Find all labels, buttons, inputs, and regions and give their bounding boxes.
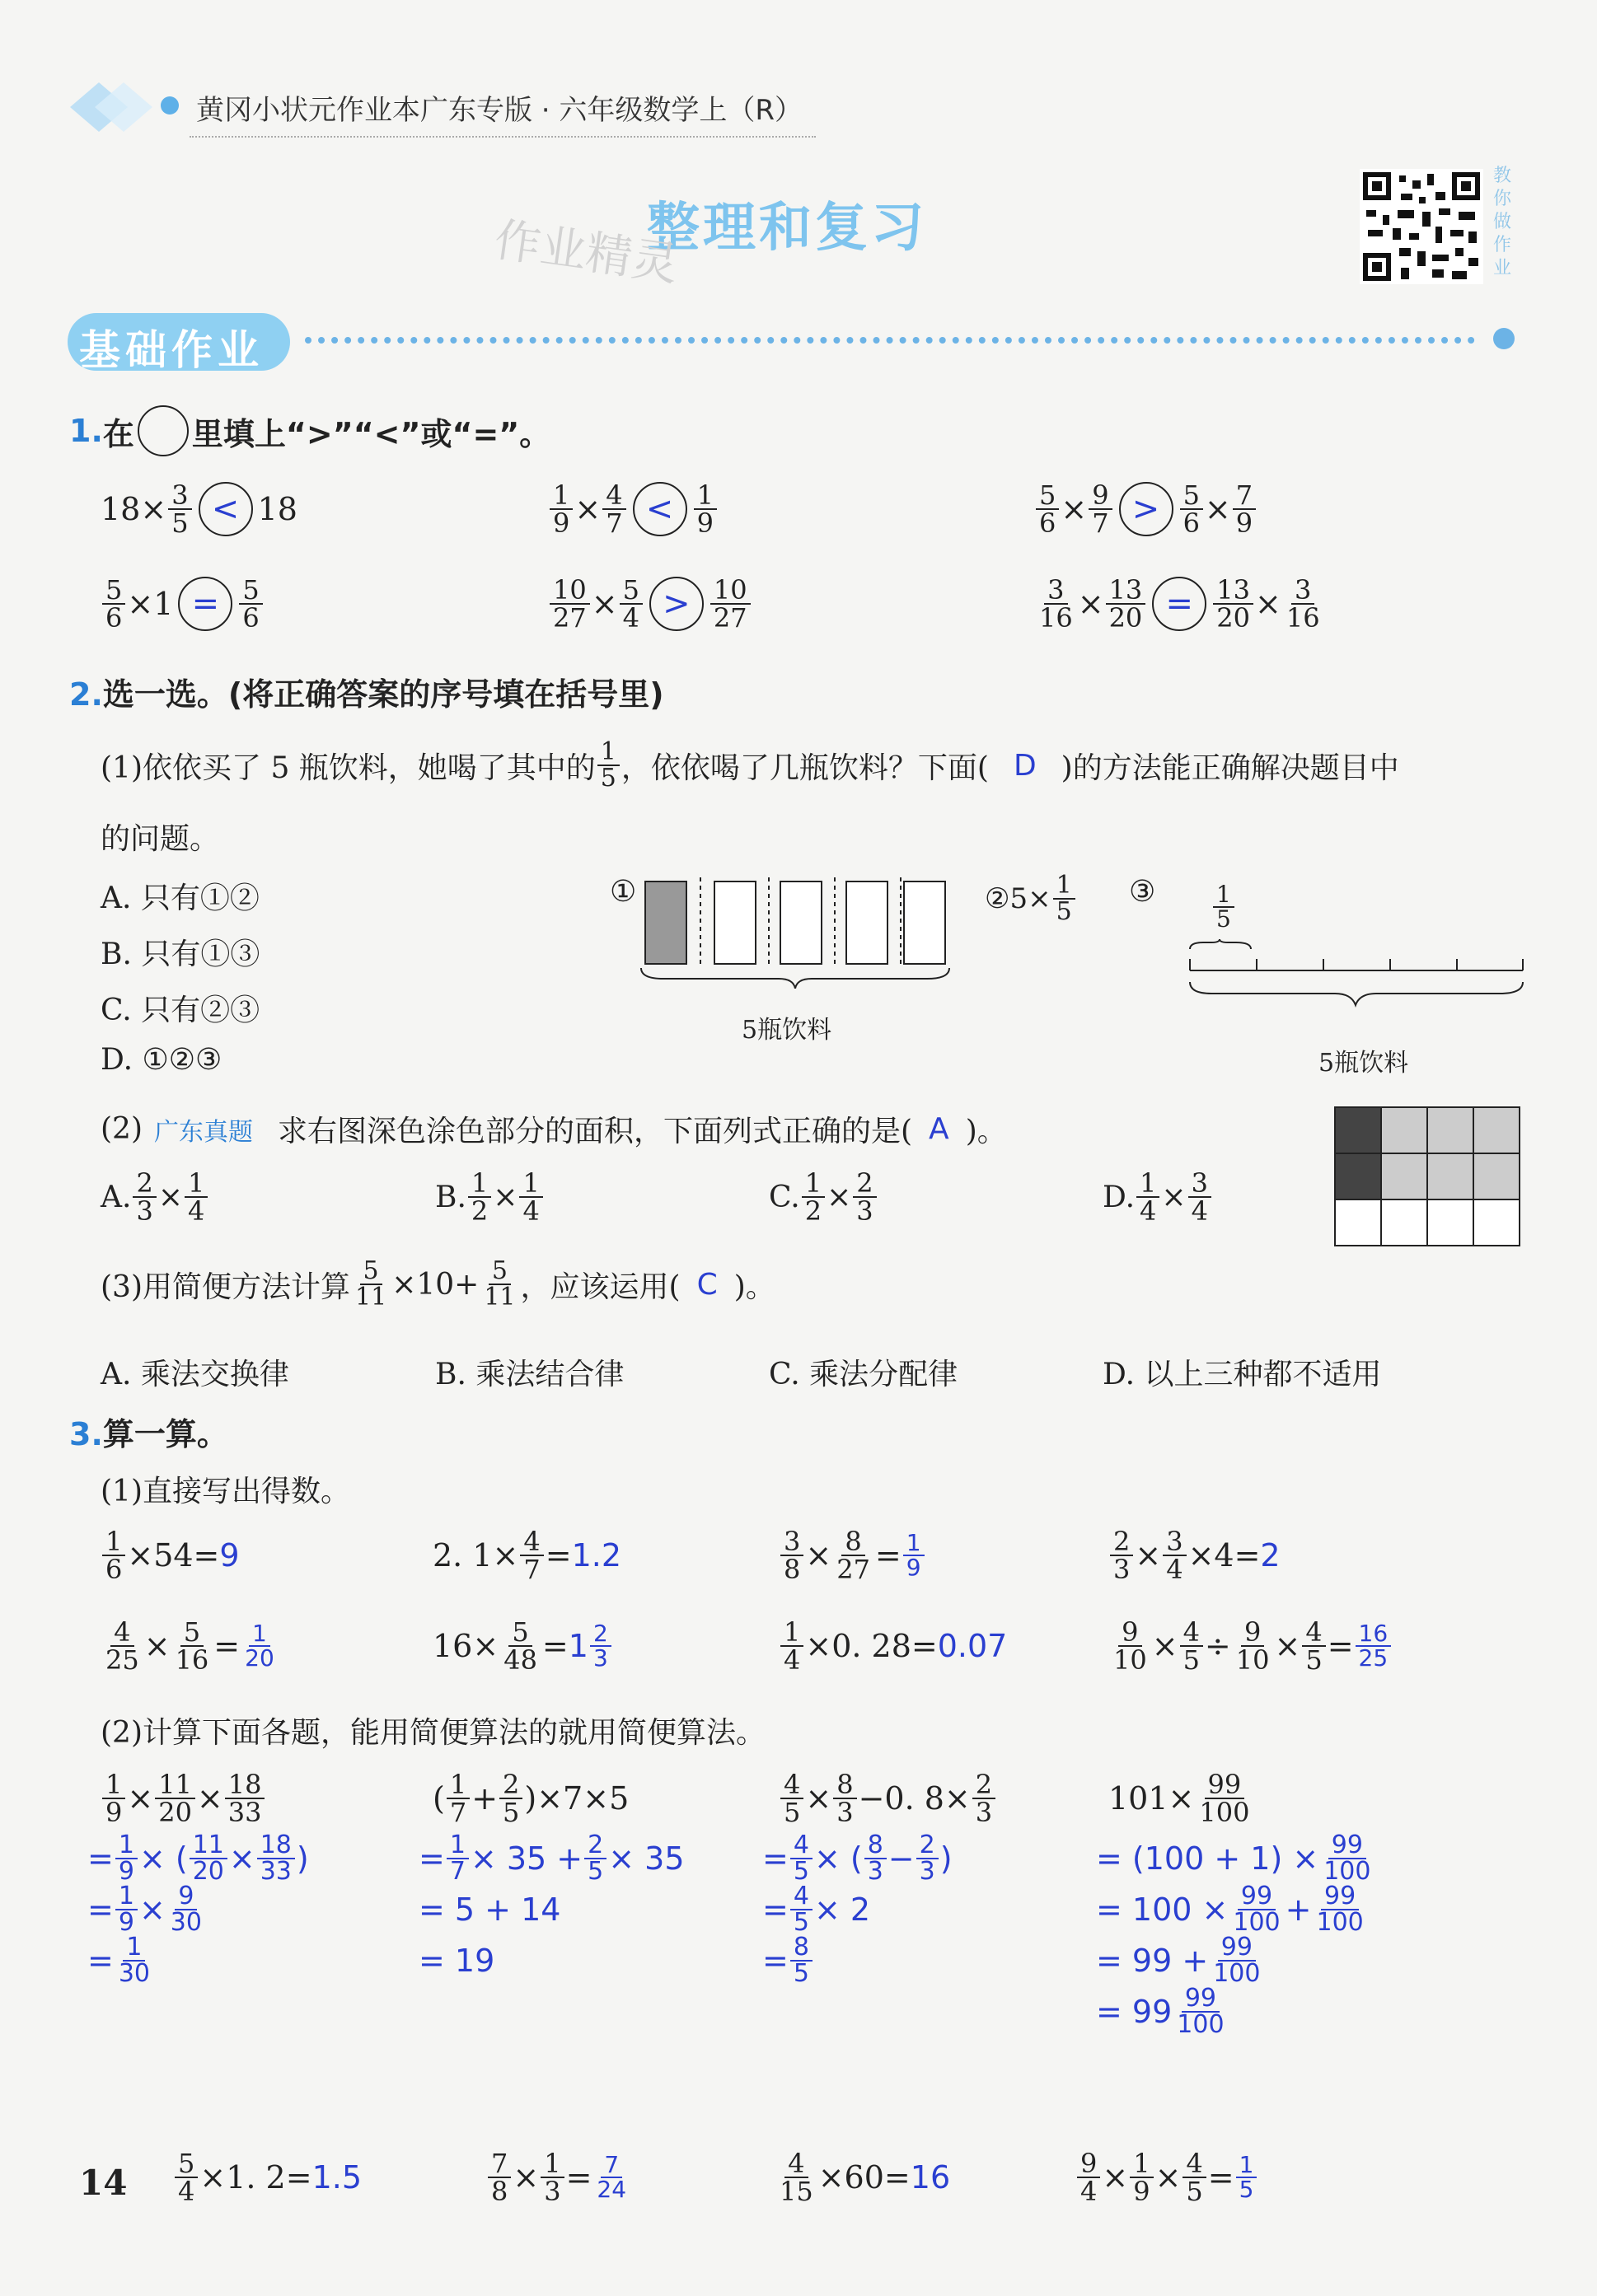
q2-p1-text-b: ，依依喝了几瓶饮料？下面(	[621, 751, 989, 785]
simplify-4-work: = (100 + 1) × $\frac{99}{100}$ = 100 × $\frac{99}{100}$ + $\frac{99}{100}$ = 99 + $\frac{99}{100}$ = 99 $\frac{99}{100}$	[1096, 1831, 1371, 2039]
q2-p3-answer: C	[696, 1267, 718, 1302]
compare-answer: <	[199, 482, 253, 536]
option-letter: A.	[101, 1180, 132, 1214]
calc-10: $\frac{7}{8}$ × $\frac{1}{3}$ = $\frac{7}{24}$	[486, 2150, 631, 2205]
q2-p1-text-c: )的方法能正确解决题目中	[1061, 751, 1399, 785]
q2-p1-option-b: B. 只有①③	[101, 938, 260, 971]
q1-item-3: $\frac{5}{6}$ × $\frac{9}{7}$ > $\frac{5}{6}$ × $\frac{7}{9}$	[1034, 482, 1257, 536]
q1-title	[69, 405, 550, 456]
method-2: ②5× $\frac{1}{5}$	[985, 873, 1077, 924]
calc-8: $\frac{9}{10}$ × $\frac{4}{5}$ ÷ $\frac{9}{10}$ × $\frac{4}{5}$ = $\frac{16}{25}$	[1108, 1619, 1393, 1673]
method-1-marker: ①	[610, 875, 637, 909]
calc-answer: 2	[1260, 1537, 1281, 1574]
q3-title-text: 算一算。	[102, 1416, 228, 1452]
simplify-2-work: = $\frac{1}{7}$ × 35 + $\frac{2}{5}$ × 35 = 5 + 14 = 19	[419, 1831, 685, 1979]
q3-title	[69, 1409, 228, 1454]
q1-title-a: 在	[102, 415, 134, 452]
calc-answer: 0.07	[937, 1628, 1008, 1664]
q2-p1-option-d: D. ①②③	[101, 1043, 222, 1077]
q1-title-b: 里填上“>”“<”或“=”。	[191, 415, 551, 452]
calc-7: $\frac{1}{4}$ ×0. 28= 0.07	[779, 1619, 1007, 1673]
q2-title-text: 选一选。(将正确答案的序号填在括号里)	[102, 676, 664, 713]
method-2-text: ②5×	[985, 882, 1051, 915]
page-number: 14	[79, 2163, 128, 2203]
header-book-title: 黄冈小状元作业本广东专版 · 六年级数学上（R）	[196, 94, 803, 127]
q2-p3-text-c: ，应该运用(	[520, 1270, 681, 1304]
q1-item-4: $\frac{5}{6}$ ×1 = $\frac{5}{6}$	[101, 577, 265, 631]
simplify-4-problem: 101× $\frac{99}{100}$	[1108, 1769, 1250, 1828]
q1-circle-sample	[138, 405, 189, 456]
calc-2: 2. 1× $\frac{4}{7}$ = 1.2	[433, 1526, 621, 1585]
q2-p3-option-c: C. 乘法分配律	[769, 1358, 958, 1391]
q2-p3-line: (3)用简便方法计算 $\frac{5}{11}$ ×10+ $\frac{5}{11}$ ，应该运用( C )。	[101, 1256, 775, 1312]
section-dotted-line	[305, 337, 1475, 344]
calc-5: $\frac{4}{25}$ × $\frac{5}{16}$ = $\frac{1}{20}$	[105, 1616, 274, 1676]
bottles-diagram	[639, 873, 952, 989]
qr-side-text: 教你做作业	[1493, 166, 1512, 278]
q3-number: 3.	[69, 1416, 103, 1452]
header-dot	[161, 96, 179, 115]
option-letter: D.	[1103, 1180, 1136, 1214]
line-segment-diagram	[1187, 939, 1533, 1030]
line-diagram-label: 5瓶饮料	[1318, 1049, 1409, 1078]
calc-answer: 1.2	[571, 1537, 621, 1574]
option-letter: B.	[435, 1180, 466, 1214]
option-letter: C.	[769, 1180, 800, 1214]
calc-answer: 1.5	[311, 2159, 362, 2195]
calc-1: $\frac{1}{6}$ ×54= 9	[101, 1528, 240, 1583]
q1-item-2: $\frac{1}{9}$ × $\frac{4}{7}$ < $\frac{1}{9}$	[548, 482, 719, 536]
calc-3: $\frac{3}{8}$ × $\frac{8}{27}$ = $\frac{1}{9}$	[779, 1528, 926, 1583]
q1-item-5: $\frac{10}{27}$ × $\frac{5}{4}$ > $\frac{10}{27}$	[548, 577, 752, 631]
q2-p2-option-a: A. $\frac{2}{3}$ × $\frac{1}{4}$	[101, 1170, 209, 1224]
q1-number: 1.	[69, 413, 103, 449]
compare-answer: =	[1152, 577, 1206, 631]
section-title: 基础作业	[79, 326, 264, 374]
q3-p2-title: (2)计算下面各题，能用简便算法的就用简便算法。	[101, 1716, 766, 1750]
q2-p1-option-a: A. 只有①②	[101, 881, 260, 915]
calc-6: 16× $\frac{5}{48}$ = 1 $\frac{2}{3}$	[433, 1619, 613, 1673]
shaded-grid	[1333, 1106, 1521, 1247]
q2-p2-option-c: C. $\frac{1}{2}$ × $\frac{2}{3}$	[769, 1170, 878, 1224]
header-diamond-logo	[66, 78, 157, 136]
calc-4: $\frac{2}{3}$ × $\frac{3}{4}$ ×4= 2	[1108, 1528, 1281, 1583]
calc-answer: 16	[910, 2159, 951, 2195]
section-end-dot	[1493, 328, 1515, 349]
q2-number: 2.	[69, 676, 103, 713]
line-diagram-fraction: $\frac{1}{5}$	[1211, 883, 1236, 931]
q2-p1-line-2: 的问题。	[101, 822, 220, 856]
q2-p2-line	[101, 1108, 1007, 1150]
q2-p3-option-a: A. 乘法交换律	[101, 1358, 289, 1391]
q2-p3-text-b: ×10+	[391, 1267, 480, 1302]
q2-title	[69, 669, 664, 714]
q2-p2-text: 求右图深色涂色部分的面积，下面列式正确的是(	[278, 1115, 913, 1148]
q2-p2-option-d: D. $\frac{1}{4}$ × $\frac{3}{4}$	[1103, 1170, 1213, 1224]
calc-answer: 9	[219, 1537, 240, 1574]
q2-p2-end: )。	[965, 1115, 1007, 1148]
watermark: 作业精灵	[490, 213, 681, 292]
compare-answer: <	[633, 482, 687, 536]
simplify-3-work: = $\frac{4}{5}$ × ( $\frac{8}{3}$ − $\frac{2}{3}$ ) = $\frac{4}{5}$ × 2 = $\frac{8}{5}$	[762, 1831, 953, 1988]
simplify-2-problem: ( $\frac{1}{7}$ + $\frac{2}{5}$ )×7×5	[433, 1769, 630, 1828]
q2-p3-text: (3)用简便方法计算	[101, 1270, 350, 1304]
calc-11: $\frac{4}{15}$ ×60= 16	[780, 2148, 951, 2207]
q2-p1-answer: D	[1013, 748, 1037, 783]
header-rule	[190, 136, 816, 138]
qr-code	[1360, 169, 1483, 284]
simplify-1-problem: $\frac{1}{9}$ × $\frac{11}{20}$ × $\frac{18}{33}$	[101, 1771, 266, 1826]
q2-p2-answer: A	[929, 1112, 949, 1146]
method-3-marker: ③	[1129, 875, 1156, 909]
q2-p1-option-c: C. 只有②③	[101, 994, 260, 1027]
q2-p2-option-b: B. $\frac{1}{2}$ × $\frac{1}{4}$	[435, 1170, 545, 1224]
calc-12: $\frac{9}{4}$ × $\frac{1}{9}$ × $\frac{4}{5}$ = $\frac{1}{5}$	[1075, 2150, 1258, 2205]
q1-item-6: $\frac{3}{16}$ × $\frac{13}{20}$ = $\frac{13}{20}$ × $\frac{3}{16}$	[1039, 574, 1320, 634]
page-title: 整理和复习	[647, 198, 927, 259]
q3-p1-title: (1)直接写出得数。	[101, 1475, 350, 1508]
q2-p2-prefix: (2)	[101, 1112, 143, 1146]
q1-item-1: 18× $\frac{3}{5}$ < 18	[101, 479, 297, 539]
simplify-1-work: = $\frac{1}{9}$ × ( $\frac{11}{20}$ × $\frac{18}{33}$ ) = $\frac{1}{9}$ × $\frac{9}{30}$ = $\frac{1}{30}$	[87, 1831, 309, 1988]
q2-p3-option-b: B. 乘法结合律	[435, 1358, 625, 1391]
compare-answer: >	[649, 577, 704, 631]
simplify-3-problem: $\frac{4}{5}$ × $\frac{8}{3}$ −0. 8× $\frac{2}{3}$	[779, 1771, 997, 1826]
q2-p3-end: )。	[733, 1270, 775, 1304]
q2-p3-option-d: D. 以上三种都不适用	[1103, 1358, 1382, 1391]
compare-answer: >	[1119, 482, 1173, 536]
compare-answer: =	[178, 577, 232, 631]
calc-9: $\frac{5}{4}$ ×1. 2= 1.5	[173, 2150, 362, 2205]
source-tag: 广东真题	[154, 1117, 253, 1147]
q2-p1-line: (1)依依买了 5 瓶饮料，她喝了其中的 $\frac{1}{5}$ ，依依喝了几瓶饮料？下面( D )的方法能正确解决题目中	[101, 737, 1399, 793]
q2-p1-text-a: (1)依依买了 5 瓶饮料，她喝了其中的	[101, 751, 596, 785]
bottles-label: 5瓶饮料	[742, 1016, 832, 1045]
